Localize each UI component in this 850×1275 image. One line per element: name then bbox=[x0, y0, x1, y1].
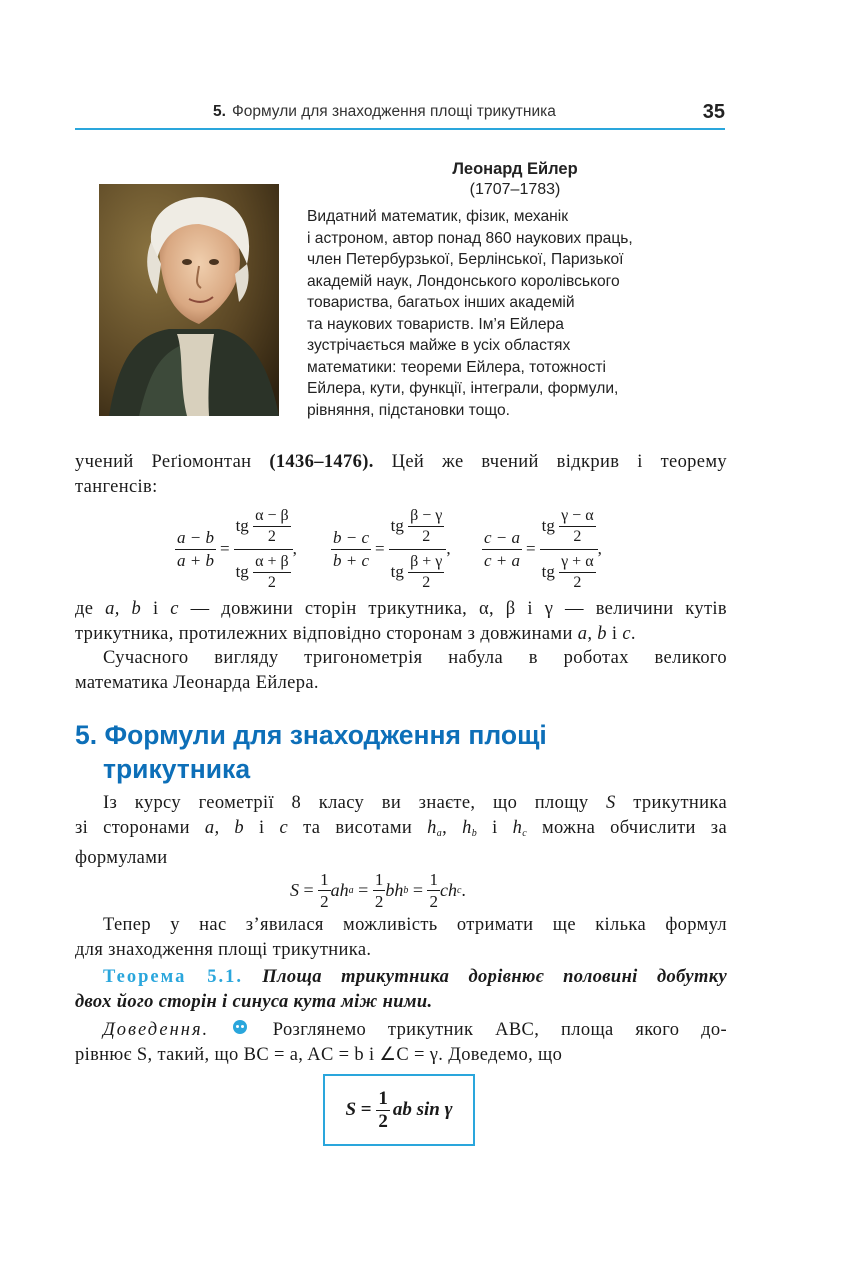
modern-line-2: математика Леонарда Ейлера. bbox=[75, 672, 319, 693]
page-header bbox=[75, 100, 725, 130]
bio-name: Леонард Ейлер bbox=[452, 160, 578, 178]
modern-line-1: Сучасного вигляду тригонометрія набула в роботах великого bbox=[103, 648, 727, 668]
heading-line-2: трикутника bbox=[103, 754, 251, 784]
where-paragraph bbox=[75, 597, 727, 695]
intro-line-1: учений Реґіомонтан (1436–1476). Цей же вчений відкрив і теорему bbox=[75, 452, 728, 472]
tangent-formula-ab: $\frac{a - b}{a + b}$ = tg $\frac{\alpha - \beta}{2}$ tg $\frac{\alpha + \beta}{2}$ , bbox=[177, 506, 297, 591]
lhs-fraction: $\frac{a - b}{a + b}$ bbox=[177, 527, 214, 570]
bio-line: академій наук, Лондонського королівського bbox=[307, 272, 620, 290]
rhs-fraction: tg $\frac{\gamma - \alpha}{2}$ tg $\frac{\gamma + \alpha}{2}$ bbox=[540, 506, 598, 593]
bio-line: математики: теореми Ейлера, тотожності bbox=[307, 358, 606, 376]
bio-text bbox=[307, 206, 702, 421]
tangent-theorem-formula bbox=[175, 500, 635, 598]
now-line-1: Тепер у нас з’явилася можливість отримати ще кілька формул bbox=[103, 915, 727, 935]
where-line-2: трикутника, протилежних відповідно сторонам з довжинами a, b і c. bbox=[75, 623, 636, 644]
area-formula: S = $\frac{1}{2}$ ah a = $\frac{1}{2}$ bh b = $\frac{1}{2}$ ch c . bbox=[290, 869, 466, 911]
tangent-formula-bc: $\frac{b - c}{b + c}$ = tg $\frac{\beta - \gamma}{2}$ tg $\frac{\beta + \gamma}{2}$ , bbox=[333, 506, 451, 591]
rhs-fraction: tg $\frac{\alpha - \beta}{2}$ tg $\frac{\alpha + \beta}{2}$ bbox=[234, 506, 293, 593]
boxed-area-formula: S = $\frac{1}{2}$ ab sin γ bbox=[323, 1074, 475, 1146]
bio-line: зустрічається майже в усіх областях bbox=[307, 337, 571, 354]
geometry-paragraph bbox=[75, 791, 727, 871]
tangent-formula-ca: $\frac{c - a}{c + a}$ = tg $\frac{\gamma - \alpha}{2}$ tg $\frac{\gamma + \alpha}{2}$ , bbox=[484, 506, 602, 591]
bio-years: (1707–1783) bbox=[469, 181, 561, 198]
bio-line: і астроном, автор понад 860 наукових праць, bbox=[307, 229, 633, 247]
theorem-paragraph bbox=[75, 965, 727, 1014]
rhs-fraction: tg $\frac{\beta - \gamma}{2}$ tg $\frac{\beta + \gamma}{2}$ bbox=[389, 506, 447, 593]
bio-line: товариства, багатьох інших академій bbox=[307, 294, 575, 311]
now-paragraph bbox=[75, 913, 727, 962]
heading-line-1: 5. Формули для знаходження площі bbox=[75, 720, 547, 750]
theorem-line-1: Теорема 5.1. Площа трикутника дорівнює половині добутку bbox=[103, 967, 727, 987]
section-title: Формули для знаходження площі трикутника bbox=[231, 103, 556, 120]
theorem-line-2: двох його сторін і синуса кута між ними. bbox=[75, 991, 433, 1012]
lhs-fraction: $\frac{c - a}{c + a}$ bbox=[484, 527, 521, 570]
proof-paragraph bbox=[75, 1018, 727, 1067]
bio-line: Ейлера, кути, функції, інтеграли, формули, bbox=[307, 380, 619, 397]
intro-line-2: тангенсів: bbox=[75, 476, 158, 497]
proof-line-1: Доведення. Розглянемо трикутник ABC, площа якого до- bbox=[103, 1020, 727, 1040]
geometry-line-2: зі сторонами a, b і c та висотами $h_a$, $h_b$ і $h_c$ можна обчислити за bbox=[75, 817, 727, 839]
section-number: 5. bbox=[213, 103, 226, 120]
bio-line: Видатний математик, фізик, механік bbox=[307, 208, 569, 225]
section-heading bbox=[75, 718, 547, 786]
proof-line-2: рівнює S, такий, що BC = a, AC = b і ∠C = γ. Доведемо, що bbox=[75, 1044, 563, 1065]
proof-start-icon bbox=[233, 1020, 247, 1034]
theorem-label: Теорема 5.1. bbox=[103, 967, 243, 987]
header-rule bbox=[75, 128, 725, 130]
euler-portrait bbox=[99, 184, 279, 416]
geometry-line-3: формулами bbox=[75, 848, 168, 868]
running-head bbox=[213, 103, 556, 121]
where-line-1: де a, b і c — довжини сторін трикутника, α, β і γ — величини кутів bbox=[75, 599, 727, 619]
bio-line: рівняння, підстановки тощо. bbox=[307, 401, 510, 419]
geometry-line-1: Із курсу геометрії 8 класу ви знаєте, що площу S трикутника bbox=[103, 793, 728, 813]
intro-paragraph bbox=[75, 450, 727, 499]
now-line-2: для знаходження площі трикутника. bbox=[75, 939, 372, 960]
bio-line: член Петербурзької, Берлінської, Паризької bbox=[307, 251, 624, 268]
page-number: 35 bbox=[702, 101, 725, 123]
bio-line: та наукових товариств. Ім’я Ейлера bbox=[307, 315, 564, 333]
lhs-fraction: $\frac{b - c}{b + c}$ bbox=[333, 527, 370, 570]
proof-label: Доведення. bbox=[103, 1020, 210, 1040]
